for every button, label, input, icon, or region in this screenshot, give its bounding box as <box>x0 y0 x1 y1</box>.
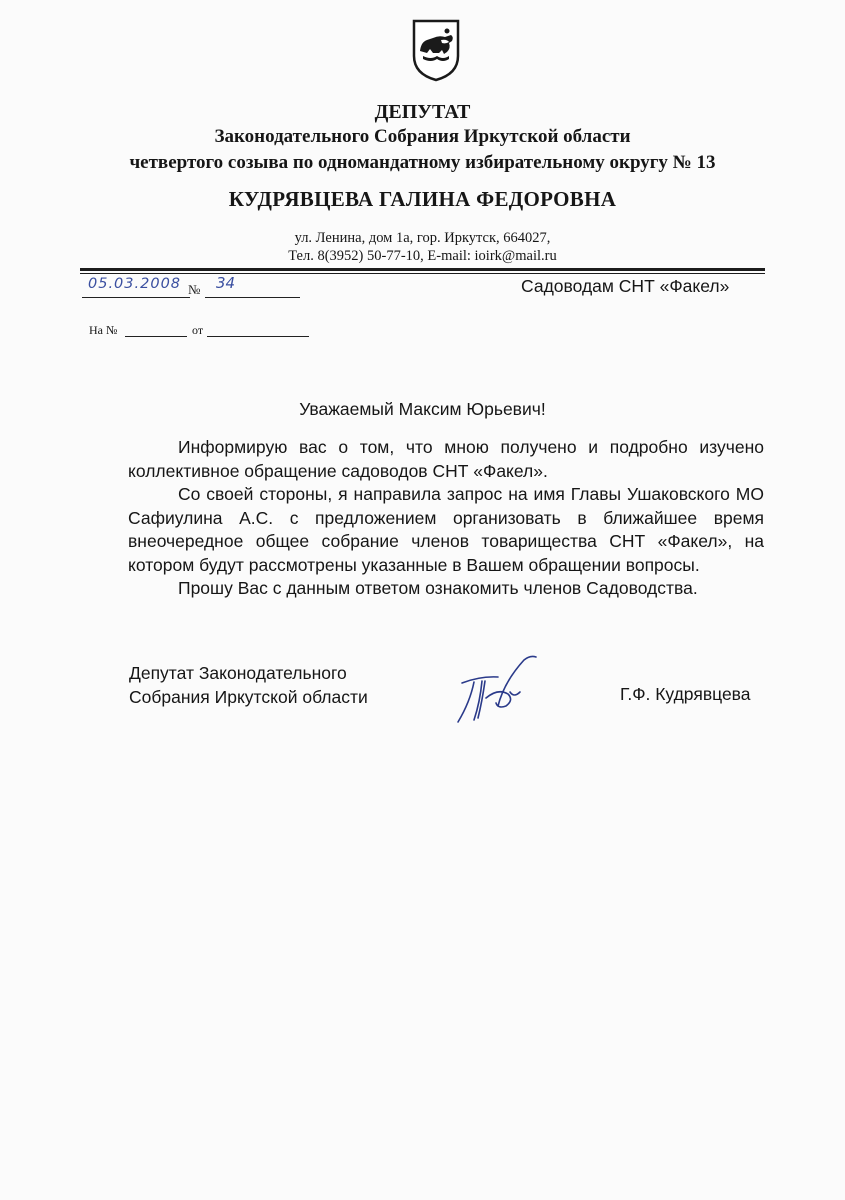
letterhead-title: ДЕПУТАТ <box>374 101 471 123</box>
letterhead-address: ул. Ленина, дом 1а, гор. Иркутск, 664027, <box>294 230 551 246</box>
body-paragraph: Информирую вас о том, что мною получено и подробно изучено коллективное обращение садоводов СНТ «Факел». <box>128 437 764 481</box>
letter-body <box>128 436 764 601</box>
deputy-name: КУДРЯВЦЕВА ГАЛИНА ФЕДОРОВНА <box>228 187 617 211</box>
letterhead-convocation-line: четвертого созыва по одномандатному избирательному округу № 13 <box>129 152 716 173</box>
signer-name: Г.Ф. Кудрявцева <box>620 684 751 704</box>
signer-position <box>129 662 368 709</box>
reply-to-label: На № <box>89 323 118 337</box>
reply-from-blank <box>207 336 309 337</box>
registration-number-underline <box>205 297 300 298</box>
addressee: Садоводам СНТ «Факел» <box>521 276 730 296</box>
letterhead-body-line: Законодательного Собрания Иркутской области <box>214 126 631 147</box>
coat-of-arms-icon <box>411 18 461 82</box>
reply-from-label: от <box>192 323 204 337</box>
letterhead-divider-thick <box>80 268 765 271</box>
registration-date: 05.03.2008 <box>88 276 182 292</box>
body-paragraph: Прошу Вас с данным ответом ознакомить членов Садоводства. <box>178 578 698 598</box>
reply-to-blank <box>125 336 187 337</box>
body-paragraph: Со своей стороны, я направила запрос на имя Главы Ушаковского МО Сафиулина А.С. с предложением организовать в ближайшее время внеочередное общее собрание членов товарищества СНТ «Факел», на котором будут рассмотрены указанные в Вашем обращении вопросы. <box>128 484 764 575</box>
registration-date-underline <box>82 297 190 298</box>
signer-position-line: Депутат Законодательного <box>129 663 347 683</box>
letterhead-divider-thin <box>80 273 765 274</box>
signer-position-line: Собрания Иркутской области <box>129 686 368 707</box>
handwritten-signature-icon <box>452 650 547 730</box>
letterhead-contacts: Тел. 8(3952) 50-77-10, E-mail: ioirk@mail.ru <box>288 248 557 264</box>
registration-number: 34 <box>216 274 236 292</box>
registration-number-label: № <box>188 282 201 297</box>
salutation: Уважаемый Максим Юрьевич! <box>299 399 546 419</box>
